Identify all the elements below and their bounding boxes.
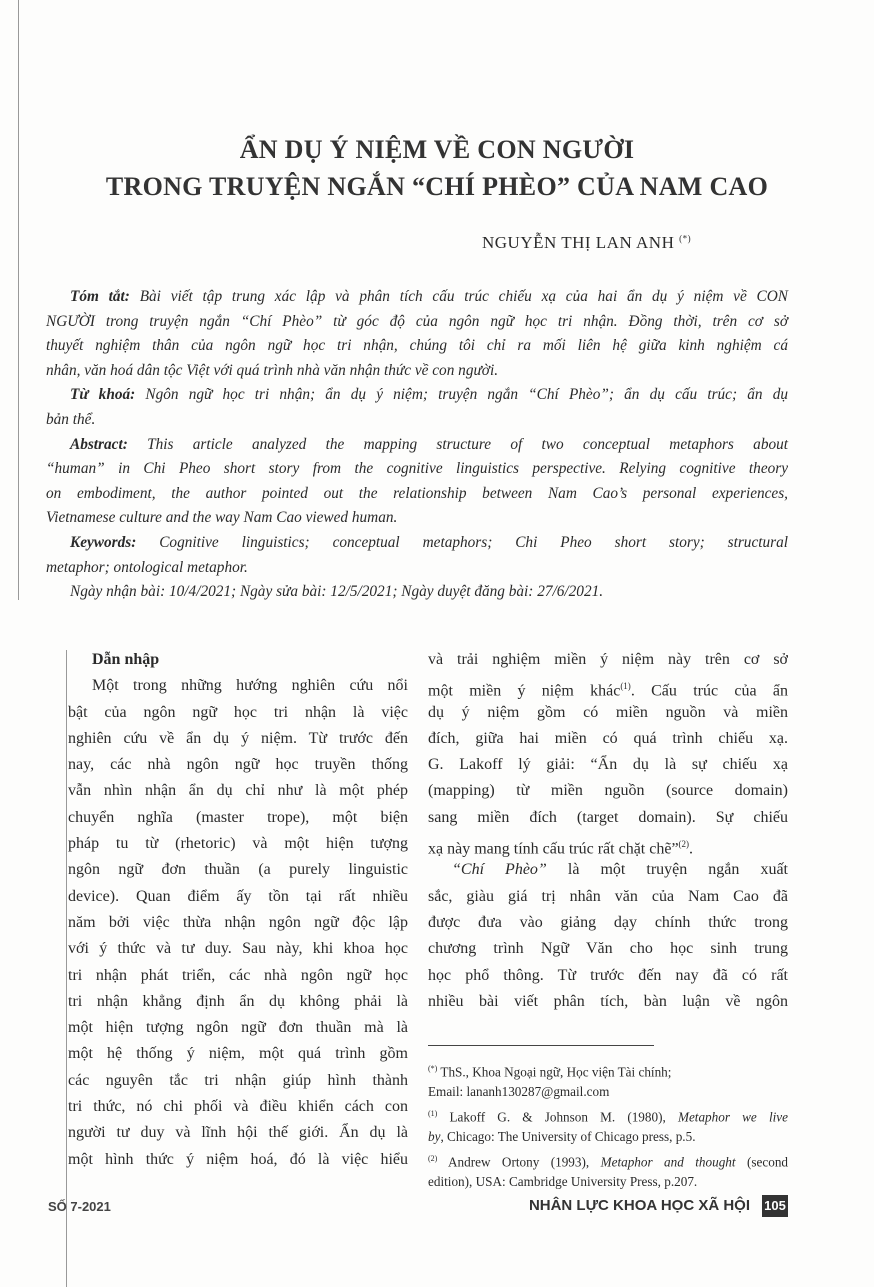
footnote-mark: (1) — [428, 1109, 438, 1118]
keywords-en-text: Cognitive linguistics; conceptual metaphors; Chi Pheo short story; structural — [159, 533, 788, 551]
body-line — [428, 857, 788, 883]
body-line: năm bởi việc thừa nhận ngôn ngữ độc lập — [68, 913, 408, 931]
summary-line — [46, 285, 788, 310]
scan-edge-line — [18, 0, 19, 600]
body-line: và trải nghiệm miền ý niệm này trên cơ sở — [428, 651, 788, 668]
abstract-line: Vietnamese culture and the way Nam Cao viewed human. — [46, 509, 398, 527]
footnote-title: Metaphor and thought — [600, 1154, 736, 1170]
body-line: tri nhận phát triển, các nhà ngôn ngữ học — [68, 966, 408, 984]
body-line: G. Lakoff lý giải: “Ẩn dụ là sự chiếu xạ — [428, 756, 788, 774]
summary-label: Tóm tắt: — [70, 288, 130, 305]
body-line: device). Quan điểm ấy tồn tại rất nhiều — [68, 887, 408, 905]
keywords-vi-line — [46, 383, 788, 408]
body-line: một hệ thống ý niệm, một quá trình gồm — [68, 1045, 408, 1063]
body-line: với ý thức và tư duy. Sau này, khi khoa học — [68, 940, 408, 958]
body-text: là một truyện ngắn xuất — [546, 861, 788, 879]
author — [482, 233, 691, 253]
section-heading: Dẫn nhập — [92, 651, 160, 668]
body-line: dụ ý niệm gồm có miền nguồn và miền — [428, 703, 788, 721]
right-column — [428, 647, 788, 1015]
body-line: người tư duy và lĩnh hội thế giới. Ẩn dụ là — [68, 1124, 408, 1142]
keywords-en-line: metaphor; ontological metaphor. — [46, 558, 248, 576]
body-line: nay, các nhà ngôn ngữ học truyền thống — [68, 756, 408, 774]
footnote-mark: (2) — [428, 1154, 438, 1163]
keywords-en-label: Keywords: — [70, 533, 137, 551]
summary-line: NGƯỜI trong truyện ngắn “Chí Phèo” từ góc độ của ngôn ngữ học tri nhận. Đồng thời, trên cơ sở — [46, 312, 788, 330]
footnote-ref: (2) — [678, 839, 690, 850]
body-line: một hiện tượng ngôn ngữ đơn thuần mà là — [68, 1019, 408, 1037]
footnote: edition), USA: Cambridge University Press, p.207. — [428, 1173, 698, 1189]
body-line: sắc, giàu giá trị nhân văn của Nam Cao đã — [428, 887, 788, 905]
author-footnote-mark: (*) — [679, 233, 692, 244]
keywords-vi-text: Ngôn ngữ học tri nhận; ẩn dụ ý niệm; truyện ngắn “Chí Phèo”; ẩn dụ cấu trúc; ẩn dụ — [145, 386, 788, 404]
body-line: ngôn ngữ đơn thuần (a purely linguistic — [68, 861, 408, 879]
footnote — [428, 1103, 788, 1126]
submission-dates: Ngày nhận bài: 10/4/2021; Ngày sửa bài: 12/5/2021; Ngày duyệt đăng bài: 27/6/2021. — [70, 583, 604, 601]
body-line: một hình thức ý niệm hoá, đó là việc hiểu — [68, 1150, 408, 1168]
article-title-line-2: TRONG TRUYỆN NGẮN “CHÍ PHÈO” CỦA NAM CAO — [105, 172, 769, 201]
left-column — [68, 647, 408, 1173]
author-name: NGUYỄN THỊ LAN ANH — [482, 233, 675, 252]
footnote-title: Metaphor we live — [677, 1109, 788, 1125]
body-text: . Cấu trúc của ẩn — [630, 682, 788, 700]
footnote-text: Andrew Ortony (1993), — [448, 1154, 601, 1170]
body-line: sang miền đích (target domain). Sự chiếu — [428, 808, 788, 826]
body-line: chương trình Ngữ Văn cho học sinh trung — [428, 940, 788, 958]
body-line: tri nhận khẳng định ẩn dụ không phải là — [68, 992, 408, 1010]
footnote-title: by — [428, 1128, 441, 1144]
body-line: chuyển nghĩa (master trope), một biện — [68, 808, 408, 826]
footnote-ref: (1) — [620, 681, 631, 692]
story-title: “Chí Phèo” — [452, 861, 547, 879]
abstract-section — [46, 285, 788, 605]
footnote — [428, 1126, 788, 1149]
footnote — [428, 1148, 788, 1171]
body-line: các nguyên tắc tri nhận giúp hình thành — [68, 1071, 408, 1089]
body-line: (mapping) từ miền nguồn (source domain) — [428, 782, 788, 800]
body-line: vẫn nhìn nhận ẩn dụ chỉ như là một phép — [68, 782, 408, 800]
body-line: bật của ngôn ngữ học tri nhận là việc — [68, 703, 408, 721]
footnote-text: (second — [735, 1154, 789, 1170]
body-line: tri thức, nó chi phối và điều khiển cách con — [68, 1098, 408, 1116]
summary-line: nhân, văn hoá dân tộc Việt với quá trình nhà văn nhận thức về con người. — [46, 361, 499, 379]
keywords-en-line — [46, 531, 788, 556]
body-line: được đưa vào giảng dạy chính thức trong — [428, 913, 788, 931]
body-text: một miền ý niệm khác — [428, 682, 621, 700]
page-number: 105 — [762, 1195, 788, 1217]
summary-text: Bài viết tập trung xác lập và phân tích cấu trúc chiếu xạ của hai ẩn dụ ý niệm về CON — [139, 288, 788, 305]
body-line: nghiên cứu về ẩn dụ ý niệm. Từ trước đến — [68, 729, 408, 747]
body-line: học phổ thông. Từ trước đến nay đã có rất — [428, 966, 788, 984]
body-text: xạ này mang tính cấu trúc rất chặt chẽ” — [428, 840, 679, 858]
keywords-vi-line: bản thể. — [46, 410, 96, 428]
body-line — [428, 673, 788, 699]
body-line: nhiều bài viết phân tích, bàn luận về ngôn — [428, 992, 788, 1010]
body-text: . — [689, 840, 694, 858]
body-line: pháp tu từ (rhetoric) và một hiện tượng — [68, 835, 408, 853]
footnote-divider — [428, 1045, 654, 1046]
footnote-mark: (*) — [428, 1064, 438, 1073]
body-line: Một trong những hướng nghiên cứu nổi — [92, 677, 408, 695]
footnote-text: , Chicago: The University of Chicago press, p.5. — [440, 1128, 696, 1144]
footnotes — [428, 1058, 788, 1193]
abstract-line: on embodiment, the author pointed out the relationship between Nam Cao’s personal experiences, — [46, 484, 788, 502]
abstract-line: “human” in Chi Pheo short story from the cognitive linguistics perspective. Relying cognitive theory — [46, 460, 788, 478]
abstract-text: This article analyzed the mapping structure of two conceptual metaphors about — [147, 435, 789, 453]
footnote-text: ThS., Khoa Ngoại ngữ, Học viện Tài chính; — [440, 1064, 672, 1080]
footnote: Email: lananh130287@gmail.com — [428, 1083, 610, 1099]
footnote — [428, 1058, 788, 1081]
summary-line: thuyết nghiệm thân của ngôn ngữ học tri nhận, chúng tôi chỉ ra mối liên hệ giữa kinh nghiệm cá — [46, 337, 788, 355]
body-line: đích, giữa hai miền có quá trình chiếu xạ. — [428, 729, 788, 747]
scan-edge-line — [66, 650, 67, 1287]
body-line — [428, 831, 788, 857]
article-title-line-1: ẨN DỤ Ý NIỆM VỀ CON NGƯỜI — [239, 135, 635, 164]
journal-name: NHÂN LỰC KHOA HỌC XÃ HỘI — [528, 1197, 750, 1214]
issue-number: SỐ 7-2021 — [48, 1199, 111, 1214]
abstract-label: Abstract: — [70, 435, 128, 453]
abstract-line — [46, 433, 788, 458]
footnote-text: Lakoff G. & Johnson M. (1980), — [449, 1109, 678, 1125]
keywords-vi-label: Từ khoá: — [70, 386, 136, 404]
